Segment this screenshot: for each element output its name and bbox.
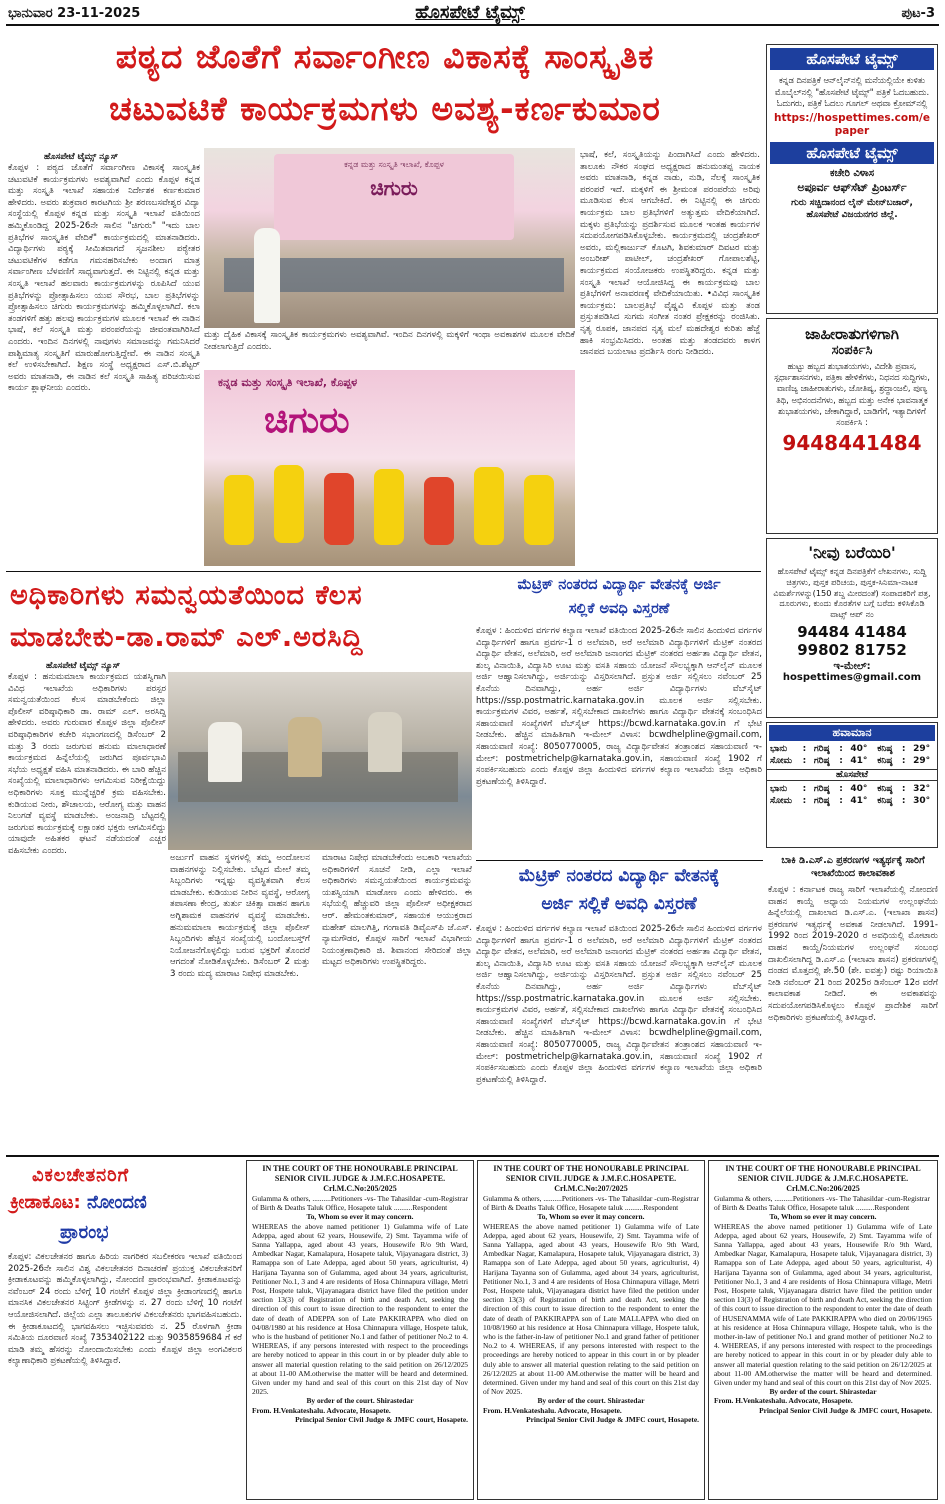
- court-notice-from: From. H.Venkateshalu. Advocate, Hosapete.: [714, 1396, 853, 1406]
- story4-headline-line1: ಮೆಟ್ರಿಕ್ ನಂತರದ ವಿದ್ಯಾರ್ಥಿ ವೇತನಕ್ಕೆ: [518, 866, 720, 886]
- speaker-figure: [254, 228, 280, 323]
- court-notice-parties: Gulamma & others, ..........Petitioners -vs- The Tahasildar -cum-Registrar of Birth & Deaths Taluk Office, Hosapete taluk ..........Respondent: [714, 1194, 930, 1213]
- story5-text: ಕೊಪ್ಪಳ : ಕರ್ನಾಟಕ ರಾಜ್ಯ ಸಾರಿಗೆ ಇಲಾಖೆಯಲ್ಲಿ ನೋಂದಣಿ ವಾಹನ ಕಾಯ್ದೆ ಅಧ್ಯಾಯ ನಿಯಮಗಳ ಉಲ್ಲಂಘನೆಯ ಹಿನ್ನೆಲೆಯಲ್ಲಿ ದಾಖಲಾದ ಡಿ.ಎಸ್.ಎ. (ಇಲಾಖಾ ಶಾಸನ) ಪ್ರಕರಣಗಳ ಇತ್ಯರ್ಥಕ್ಕೆ ಅವಕಾಶ ನೀಡಲಾಗಿದೆ. 1991-1992 ರಿಂದ 2019-2020 ರ ಅವಧಿಯಲ್ಲಿ ಮೋಟಾರು ವಾಹನ ಕಾಯ್ದೆ/ನಿಯಮಗಳ ಉಲ್ಲಂಘನೆ ಸಂಬಂಧ ದಾಖಲಿಸಲಾಗಿದ್ದ ಡಿ.ಎಸ್.ಎ (ಇಲಾಖಾ ಶಾಸನ) ಪ್ರಕರಣಗಳಲ್ಲಿ ದಂಡದ ಮೊತ್ತದಲ್ಲಿ ಶೇ.50 (ಶೇ. ಐವತ್ತು) ರಷ್ಟು ರಿಯಾಯಿತಿ ನೀಡಿ ನವೆಂಬರ್ 21 ರಿಂದ 2025ರ ಡಿಸೆಂಬರ್ 12ರ ವರೆಗೆ ಕಾಲಾವಕಾಶ ನೀಡಿದೆ. ಈ ಅವಕಾಶವನ್ನು ಸದುಪಯೋಗಪಡಿಸಿಕೊಳ್ಳಲು ಕೊಪ್ಪಳ ಪ್ರಾದೇಶಿಕ ಸಾರಿಗೆ ಅಧಿಕಾರಿಗಳು ಪ್ರಕಟಣೆಯಲ್ಲಿ ತಿಳಿಸಿದ್ದಾರೆ.: [768, 885, 938, 1023]
- sidebar-write-phone1: 94484 41484: [797, 622, 907, 641]
- court-notice-body: WHEREAS the above named petitioner 1) Gulamma wife of Late Adeppa, aged about 62 years, Housewife, 2) Smt. Tayamma wife of Sanna Yallappa, aged about 43 years, Housewife R/o 9th Ward, Ambedkar Nagar, Kamalapura, Hosapete taluk, Vijayanagara district, 3) Ramappa son of Late Adeppa, aged about 50 years, agriculturist, 4) Harijana Tayanna son of Gulamma, aged about 34 years, agriculturist, Petitioner No.1, 3 and 4 are residents of Hosa Chinnapura village, Metri Post, Hospete taluk, Vijayanagara district have filed the petition under section 13(3) of Registration of birth and death Act, seeking the direction of this court to issue direction to the respondent to enter the date of death of HUSENAMMA wife of Late PAKKIRAPPA who died on 20/06/1965 at his residence at Hosa Chinnapura village, Hospete taluk, who is the mother-in-law of petitioner No.1 and grand mother of petitioner No.2 to 4. WHEREAS, if any persons interested with respect to the proceedings are hereby noticed to appear in this court in or by pleader duly able to answer all material question relating to the said petition on 26/12/2025 at about 11-00 AM.otherwise the matter will be heard and determined. Given under my hand and seal of this court on this 21st day of Nov 2025.: [714, 1221, 932, 1388]
- sidebar-ads-title: ಜಾಹೀರಾತುಗಳಿಗಾಗಿ: [805, 325, 899, 343]
- story1-col1: ಕೊಪ್ಪಳ : ಪಠ್ಯದ ಜೊತೆಗೆ ಸರ್ವಾಂಗೀಣ ವಿಕಾಸಕ್ಕೆ ಸಾಂಸ್ಕೃತಿಕ ಚಟುವಟಿಕೆ ಕಾರ್ಯಕ್ರಮಗಳು ಅವಶ್ಯವಾಗಿವೆ ಎಂದು ಕೊಪ್ಪಳ ಕನ್ನಡ ಮತ್ತು ಸಂಸ್ಕೃತಿ ಇಲಾಖೆ ಸಹಾಯಕ ನಿರ್ದೇಶಕ ಕರ್ಣಕುಮಾರ ಹೇಳಿದರು. ಅವರು ಶುಕ್ರವಾರ ಕಾರಟಗಿಯ ಶ್ರೀ ಶರಣಬಸವೇಶ್ವರ ವಿದ್ಯಾ ಸಂಸ್ಥೆಯಲ್ಲಿ ಕೊಪ್ಪಳ ಕನ್ನಡ ಮತ್ತು ಸಂಸ್ಕೃತಿ ಇಲಾಖೆ ವತಿಯಿಂದ ಹಮ್ಮಿಕೊಂಡಿದ್ದ 2025-26ನೇ ಸಾಲಿನ "ಚಿಗುರು" "ಇದು ಬಾಲ ಪ್ರತಿಭೆಗಳ ಸಾಂಸ್ಕೃತಿಕ ವೇದಿಕೆ" ಕಾರ್ಯಕ್ರಮದಲ್ಲಿ ಮಾತನಾಡಿದರು. ವಿದ್ಯಾರ್ಥಿಗಳು ಪಠ್ಯಕ್ಕೆ ಸೀಮಿತವಾಗದೆ ಸೃಜನಶೀಲ ಪಠ್ಯೇತರ ಚಟುವಟಿಕೆಗಳ ಕಡೆಗೂ ಗಮನಹರಿಸಬೇಕು ಅಂದಾಗ ಮಾತ್ರ ಸರ್ವಾಂಗೀಣ ಬೆಳವಣಿಗೆ ಸಾಧ್ಯವಾಗುತ್ತದೆ. ಈ ನಿಟ್ಟಿನಲ್ಲಿ ಕನ್ನಡ ಮತ್ತು ಸಂಸ್ಕೃತಿ ಇಲಾಖೆ ಹಲವಾರು ಕಾರ್ಯಕ್ರಮಗಳನ್ನು ರೂಪಿಸಿದೆ ಯುವ ಪ್ರತಿಭೆಗಳನ್ನು ಪ್ರೋತ್ಸಾಹಿಸಲು ಯುವ ಸೌರಭ, ಬಾಲ ಪ್ರತಿಭೆಗಳನ್ನು ಪ್ರೋತ್ಸಾಹಿಸಲು ಚಿಗುರು ಕಾರ್ಯಕ್ರಮಗಳನ್ನು ಹಮ್ಮಿಕೊಳ್ಳಲಾಗಿದೆ. ಕಲಾ ತಂಡಗಳಿಗೆ ಹತ್ತು ಹಲವು ಕಾರ್ಯಕ್ರಮಗಳ ಮೂಲಕ ಇಲಾಖೆ ಈ ನಾಡಿನ ಭಾಷೆ, ಕಲೆ ಸಂಸ್ಕೃತಿ ಮತ್ತು ಪರಂಪರೆಯನ್ನು ಜೀವಂತವಾಗಿರಿಸಿದೆ ಎಂದರು. ಇಂದಿನ ದಿನಗಳಲ್ಲಿ ನಾವುಗಳು ಸಮಾಜವನ್ನು ಗಮನಿಸಿದರೆ ಪಾಶ್ಚಿಮಾತ್ಯ ಸಂಸ್ಕೃತಿಗೆ ಮಾರುಹೋಗುತ್ತಿದ್ದೇವೆ. ಈ ನಾಡಿನ ಸಂಸ್ಕೃತಿ ಕಲೆ ಉಳಿಸಬೇಕಾಗಿದೆ. ಶಿಕ್ಷಣ ಸಂಸ್ಥೆ ಅಧ್ಯಕ್ಷರಾದ ಎಸ್.ಬಿ.ಶೆಟ್ಟರ್ ಅವರು ಮಾತನಾಡಿ, ಈ ನಾಡಿನ ಕಲೆ ಸಂಸ್ಕೃತಿ ಸಾಹಿತ್ಯ ಪರಿಚಯಿಸುವ ಕಾರ್ಯ ಶ್ಲಾಘನೀಯ ಎಂದರು.: [8, 163, 200, 394]
- story1-byline: ಹೊಸಪೇಟೆ ಟೈಮ್ಸ್ ನ್ಯೂಸ್: [44, 152, 119, 162]
- story1-headline-line1: ಪಠ್ಯದ ಜೊತೆಗೆ ಸರ್ವಾಂಗೀಣ ವಿಕಾಸಕ್ಕೆ ಸಾಂಸ್ಕೃತಿಕ: [115, 37, 655, 76]
- weather-table-2: [767, 783, 937, 807]
- stage-banner-top: ಕನ್ನಡ ಮತ್ತು ಸಂಸ್ಕೃತಿ ಇಲಾಖೆ, ಕೊಪ್ಪಳ: [344, 160, 444, 169]
- court-notice-to: To, Whom so ever it may concern.: [306, 1212, 414, 1222]
- sidebar-ads-sub: ಸಂಪರ್ಕಿಸಿ: [831, 343, 873, 358]
- court-notice: [708, 1160, 938, 1500]
- sidebar-write-phone2: 99802 81752: [797, 640, 907, 659]
- court-notice-case: Crl.M.C.No:206/2025: [786, 1184, 860, 1193]
- story4-text: ಕೊಪ್ಪಳ : ಹಿಂದುಳಿದ ವರ್ಗಗಳ ಕಲ್ಯಾಣ ಇಲಾಖೆ ವತಿಯಿಂದ 2025-26ನೇ ಸಾಲಿನ ಹಿಂದುಳಿದ ವರ್ಗಗಳ ವಿದ್ಯಾರ್ಥಿಗಳಿಗೆ ಹಾಗೂ ಪ್ರವರ್ಗ-1 ರ ಅಲೆಮಾರಿ, ಅರೆ ಅಲೆಮಾರಿ ವಿದ್ಯಾರ್ಥಿಗಳಿಗೆ ಮೆಟ್ರಿಕ್ ನಂತರದ ವಿದ್ಯಾರ್ಥಿ ವೇತನ, ಅಲೆಮಾರಿ, ಅರೆ ಅಲೆಮಾರಿ ಜನಾಂಗದ ಮೆಟ್ರಿಕ್ ನಂತರದ ಅರ್ಹತಾ ವಿದ್ಯಾರ್ಥಿ ವೇತನ, ಶುಲ್ಕ ವಿನಾಯಿತಿ, ವಿದ್ಯಾಸಿರಿ ಊಟ ಮತ್ತು ವಸತಿ ಸಹಾಯ ಯೋಜನೆ ಸೌಲಭ್ಯಕ್ಕಾಗಿ ಆನ್‌ಲೈನ್ ಮೂಲಕ ಅರ್ಜಿ ಆಹ್ವಾನಿಸಲಾಗಿದ್ದು, ಅರ್ಜಿಯನ್ನು ವಿಸ್ತರಿಸಲಾಗಿದೆ. ಪ್ರಸ್ತುತ ಅರ್ಜಿ ಸಲ್ಲಿಸಲು ನವೆಂಬರ್ 25 ಕೊನೆಯ ದಿನವಾಗಿದ್ದು, ಅರ್ಹ ಅರ್ಜಿ ವಿದ್ಯಾರ್ಥಿಗಳು ವೆಬ್‌ಸೈಟ್ https://ssp.postmatric.karnataka.gov.in ಮೂಲಕ ಅರ್ಜಿ ಸಲ್ಲಿಸಬೇಕು. ಕಾರ್ಯಕ್ರಮಗಳ ವಿವರ, ಅರ್ಹತೆ, ಸಲ್ಲಿಸಬೇಕಾದ ದಾಖಲೆಗಳು ಹಾಗೂ ವಿದ್ಯಾರ್ಥಿ ವೇತನಕ್ಕೆ ಸಂಬಂಧಿಸಿದ ಸಹಾಯವಾಣಿ ಸಂಖ್ಯೆಗಳಿಗೆ ವೆಬ್‌ಸೈಟ್ https://bcwd.karnataka.gov.in ಗೆ ಭೇಟಿ ನೀಡಬೇಕು. ಹೆಚ್ಚಿನ ಮಾಹಿತಿಗಾಗಿ ಇ-ಮೇಲ್ ವಿಳಾಸ: bcwdhelpline@gmail.com, ಸಹಾಯವಾಣಿ ಸಂಖ್ಯೆ: 8050770005, ರಾಜ್ಯ ವಿದ್ಯಾರ್ಥಿವೇತನ ತಂತ್ರಾಂಶದ ಸಹಾಯವಾಣಿ ಇ-ಮೇಲ್: postmetrichelp@karnataka.gov.in, ಸಹಾಯವಾಣಿ ಸಂಖ್ಯೆ 1902 ಗೆ ಸಂಪರ್ಕಿಸಬಹುದು ಎಂದು ಕೊಪ್ಪಳ ಜಿಲ್ಲಾ ಹಿಂದುಳಿದ ವರ್ಗಗಳ ಕಲ್ಯಾಣ ಇಲಾಖೆಯ ಜಿಲ್ಲಾ ಅಧಿಕಾರಿ ಪ್ರಕಟಣೆಯಲ್ಲಿ ತಿಳಿಸಿದ್ದಾರೆ.: [476, 924, 762, 1085]
- stage-banner: [274, 154, 514, 240]
- story2-col3: ಮಾರಾಟ ನಿಷೇಧ ಮಾಡಬೇಕೆಂದು ಅಬಕಾರಿ ಇಲಾಖೆಯ ಅಧಿಕಾರಿಗಳಿಗೆ ಸೂಚನೆ ನೀಡಿ, ಎಲ್ಲಾ ಇಲಾಖೆ ಅಧಿಕಾರಿಗಳು ಸಮನ್ವಯತೆಯಿಂದ ಕಾರ್ಯಕ್ರಮವನ್ನು ಯಶಸ್ವಿಯಾಗಿ ಮಾಡೋಣ ಎಂದು ಹೇಳಿದರು. ಈ ಸಭೆಯಲ್ಲಿ ಹೆಚ್ಚುವರಿ ಜಿಲ್ಲಾ ಪೊಲೀಸ್ ಅಧೀಕ್ಷಕರಾದ ಆರ್. ಹೇಮಂತಕುಮಾರ್, ಸಹಾಯಕ ಆಯುಕ್ತರಾದ ಮಹೇಶ್ ಮಾಲಗಿತ್ತಿ, ಗಂಗಾವತಿ ಡಿವೈಎಸ್‌ಪಿ ಜೆ.ಎಸ್. ನ್ಯಾಮಗೌಡರ, ಕೊಪ್ಪಳ ಸಾರಿಗೆ ಇಲಾಖೆ ವಿಭಾಗೀಯ ನಿಯಂತ್ರಣಾಧಿಕಾರಿ ಜಿ. ಶಿವಾನಂದ ಸೇರಿದಂತೆ ಜಿಲ್ಲಾ ಮಟ್ಟದ ಅಧಿಕಾರಿಗಳು ಉಪಸ್ಥಿತರಿದ್ದರು.: [322, 853, 472, 968]
- story1-photo1-caption: ಮತ್ತು ದೈಹಿಕ ವಿಕಾಸಕ್ಕೆ ಸಾಂಸ್ಕೃತಿಕ ಕಾರ್ಯಕ್ರಮಗಳು ಅವಶ್ಯವಾಗಿವೆ. ಇಂದಿನ ದಿನಗಳಲ್ಲಿ ಮಕ್ಕಳಿಗೆ ಇಂಥಾ ಅವಕಾಶಗಳ ಮೂಲಕ ವೇದಿಕೆ ನೀಡಲಾಗುತ್ತಿದೆ ಎಂದರು.: [204, 330, 575, 352]
- sidebar-office-label: ಕಚೇರಿ ವಿಳಾಸ: [829, 167, 875, 179]
- court-notice: [246, 1160, 474, 1500]
- sidebar-email-label: ಇ-ಮೇಲ್:: [833, 660, 871, 672]
- court-notice-judge: Principal Senior Civil Judge & JMFC court, Hosapete.: [526, 1414, 699, 1424]
- sidebar-office-name: ಅಪೂರ್ವ ಆಫ್‌ಸೆಟ್ ಪ್ರಿಂಟರ್ಸ್: [797, 180, 907, 194]
- court-notice-parties: Gulamma & others, ..........Petitioners -vs- The Tahasildar -cum-Registrar of Birth & Deaths Taluk Office, Hosapete taluk ..........Respondent: [483, 1194, 699, 1213]
- page-number: ಪುಟ-3: [901, 6, 935, 21]
- court-notice-from: From. H.Venkateshalu. Advocate, Hosapete.: [483, 1405, 622, 1415]
- story3-headline-line1: ಮೆಟ್ರಿಕ್ ನಂತರದ ವಿದ್ಯಾರ್ಥಿ ವೇತನಕ್ಕೆ ಅರ್ಜಿ: [517, 577, 721, 593]
- issue-date: ಭಾನುವಾರ 23-11-2025: [8, 6, 141, 21]
- court-notice-order: By order of the court. Shirastedar: [769, 1387, 877, 1397]
- sidebar-epaper-link[interactable]: https://hospettimes.com/epaper: [774, 111, 930, 137]
- story6-headline-line1: ವಿಕಲಚೇತನರಿಗೆ: [32, 1165, 130, 1186]
- court-notice-parties: Gulamma & others, ..........Petitioners -vs- The Tahasildar -cum-Registrar of Birth & Deaths Taluk Office, Hosapete taluk ..........Respondent: [252, 1194, 468, 1213]
- sidebar-email[interactable]: hospettimes@gmail.com: [782, 671, 922, 683]
- sidebar-write-title: 'ನೀವು ಬರೆಯಿರಿ': [808, 543, 896, 562]
- court-notice-body: WHEREAS the above named petitioner 1) Gulamma wife of Late Adeppa, aged about 62 years, Housewife, 2) Smt. Tayamma wife of Sanna Yallappa, aged about 43 years, Housewife R/o 9th Ward, Ambedkar Nagar, Kamalapura, Hosapete taluk, Vijayanagara district, 3) Ramappa son of Late Adeppa, aged about 50 years, agriculturist, 4) Harijana Tayanna son of Gulamma, aged about 34 years, agriculturist, Petitioner No.1, 3 and 4 are residents of Hosa Chinnapura village, Metri Post, Hospete taluk, Vijayanagara district have filed the petition under section 13(3) of Registration of birth and death Act, seeking the direction of this court to issue direction to the respondent to enter the date of death of PAKKIRAPPA son of Late MALLAPPA who died on 10/08/1960 at his residence at Hosa Chinnapura village, Hospete taluk, who is the father-in-law of petitioner No.1 and grand father of petitioner No.2 to 4. WHEREAS, if any persons interested with respect to the proceedings are hereby noticed to appear in this court in or by pleader duly able to answer all material question relating to the said petition on 26/12/2025 at about 11-00 AM.otherwise the matter will be heard and determined. Given under my hand and seal of this court on this 21st day of Nov 2025.: [483, 1221, 699, 1397]
- story6-text: ಕೊಪ್ಪಳ: ವಿಕಲಚೇತನರ ಹಾಗೂ ಹಿರಿಯ ನಾಗರಿಕರ ಸಬಲೀಕರಣ ಇಲಾಖೆ ವತಿಯಿಂದ 2025-26ನೇ ಸಾಲಿನ ವಿಶ್ವ ವಿಕಲಚೇತನರ ದಿನಾಚರಣೆ ಪ್ರಯುಕ್ತ ವಿಕಲಚೇತನರಿಗೆ ಕ್ರೀಡಾಕೂಟವನ್ನು ಹಮ್ಮಿಕೊಳ್ಳಲಾಗಿದ್ದು, ನೋಂದಣಿ ಪ್ರಾರಂಭವಾಗಿದೆ. ಕ್ರೀಡಾಕೂಟವನ್ನು ನವೆಂಬರ್ 24 ರಂದು ಬೆಳಿಗ್ಗೆ 10 ಗಂಟೆಗೆ ಕೊಪ್ಪಳ ಜಿಲ್ಲಾ ಕ್ರೀಡಾಂಗಣದಲ್ಲಿ ಹಾಗೂ ಮಾನಸಿಕ ವಿಕಲಚೇತನರ ಸಿಟ್ಟಿಂಗ್ ಕ್ರೀಡೆಗಳನ್ನು ನ. 27 ರಂದು ಬೆಳಿಗ್ಗೆ 10 ಗಂಟೆಗೆ ಆಯೋಜಿಸಲಾಗಿದೆ. ಜಿಲ್ಲೆಯ ಎಲ್ಲಾ ತಾಲೂಕುಗಳ ವಿಕಲಚೇತನರು ಭಾಗವಹಿಸಬಹುದು. ಈ ಕ್ರೀಡಾಕೂಟದಲ್ಲಿ ಭಾಗವಹಿಸಲು ಇಚ್ಛಿಸುವವರು ನ. 25 ರೊಳಗಾಗಿ ಕ್ರೀಡಾ ಸಮಿತಿಯ ದೂರವಾಣಿ ಸಂಖ್ಯೆ 7353402122 ಮತ್ತು 9035859684 ಗೆ ಕರೆ ಮಾಡಿ ತಮ್ಮ ಹೆಸರನ್ನು ನೋಂದಾಯಿಸಬೇಕು ಎಂದು ಕೊಪ್ಪಳ ಜಿಲ್ಲಾ ಅಂಗವಿಕಲರ ಕಲ್ಯಾಣಾಧಿಕಾರಿ ಪ್ರಕಟಣೆಯಲ್ಲಿ ತಿಳಿಸಿದ್ದಾರೆ.: [8, 1252, 242, 1367]
- court-notice-judge: Principal Senior Civil Judge & JMFC court, Hosapete.: [759, 1405, 932, 1415]
- court-notice-case: Crl.M.C.No:207/2025: [554, 1184, 628, 1193]
- story4-headline-line2: ಅರ್ಜಿ ಸಲ್ಲಿಕೆ ಅವಧಿ ವಿಸ್ತರಣೆ: [541, 894, 697, 914]
- story2-col2: ಅರ್ಜುಗೆ ವಾಹನ ಸ್ಥಳಗಳಲ್ಲಿ ತಮ್ಮ ಅಂದೋಲನ ವಾಹನಗಳನ್ನು ನಿಲ್ಲಿಸಬೇಕು. ಬೆಟ್ಟದ ಮೇಲೆ ತಮ್ಮ ಸಿಬ್ಬಂದಿಗಳು ಇನ್ನಷ್ಟು ವ್ಯವಸ್ಥಿತವಾಗಿ ಕೆಲಸ ಮಾಡಬೇಕು. ಕುಡಿಯುವ ನೀರಿನ ವ್ಯವಸ್ಥೆ, ಆರೋಗ್ಯ ತಪಾಸಣಾ ಕೇಂದ್ರ, ತುರ್ತು ಚಿಕಿತ್ಸಾ ವಾಹನ ಹಾಗೂ ಅಗ್ನಿಶಾಮಕ ವಾಹನಗಳ ವ್ಯವಸ್ಥೆ ಮಾಡಬೇಕು. ಹನುಮಮಾಲಾ ಕಾರ್ಯಕ್ರಮಕ್ಕೆ ಜಿಲ್ಲಾ ಪೊಲೀಸ್ ಸಿಬ್ಬಂದಿಗಳು ಹೆಚ್ಚಿನ ಸಂಖ್ಯೆಯಲ್ಲಿ ಬಂದೋಬಸ್ತ್‌ಗೆ ನಿಯೋಜನೆಗೊಳ್ಳಲಿದ್ದು ಬರುವ ಭಕ್ತರಿಗೆ ತೊಂದರೆ ಆಗದಂತೆ ನೋಡಿಕೊಳ್ಳಬೇಕು. ಡಿಸೆಂಬರ್ 2 ಮತ್ತು 3 ರಂದು ಮದ್ಯ ಮಾರಾಟ ನಿಷೇಧ ಮಾಡಬೇಕು.: [170, 853, 310, 979]
- court-notice-case: Crl.M.C.No:205/2025: [323, 1184, 397, 1193]
- weather-city2: ಹೊಸಪೇಟೆ: [767, 769, 937, 781]
- story3-headline-line2: ಸಲ್ಲಿಕೆ ಅವಧಿ ವಿಸ್ತರಣೆ: [568, 601, 670, 617]
- court-notice-to: To, Whom so ever it may concern.: [769, 1212, 877, 1222]
- court-notice-from: From. H.Venkateshalu. Advocate, Hosapete.: [252, 1405, 391, 1415]
- sidebar-ads-phone: 9448441484: [782, 431, 922, 456]
- divider: [6, 1155, 939, 1157]
- court-notice-title: IN THE COURT OF THE HONOURABLE PRINCIPAL SENIOR CIVIL JUDGE & J.M.F.C.HOSAPETE.: [262, 1164, 458, 1183]
- header-rule: [6, 24, 939, 26]
- sidebar-write-box: [766, 538, 938, 718]
- divider: [6, 571, 761, 572]
- weather-table-1: [767, 743, 937, 767]
- divider: [476, 860, 763, 861]
- sidebar-brand2: ಹೊಸಪೇಟೆ ಟೈಮ್ಸ್: [770, 142, 934, 164]
- sidebar-brand1: ಹೊಸಪೇಟೆ ಟೈಮ್ಸ್: [770, 48, 934, 70]
- story1-col3: ಭಾಷೆ, ಕಲೆ, ಸಂಸ್ಕೃತಿಯನ್ನು ಪಿಂದಾಗಿಸಿದೆ ಎಂದು ಹೇಳಿದರು. ತಾಲೂಕು ನೌಕರ ಸಂಘದ ಅಧ್ಯಕ್ಷರಾದ ಹನುಮಂತಪ್ಪ ನಾಯಕ ಅವರು ಮಾತನಾಡಿ, ಕನ್ನಡ ನಾಡು, ನುಡಿ, ನೆಲಕ್ಕೆ ಸಾಂಸ್ಕೃತಿಕ ಪರಂಪರೆ ಇದೆ. ಮಕ್ಕಳಿಗೆ ಈ ಶ್ರೀಮಂತ ಪರಂಪರೆಯ ಅರಿವು ಮೂಡಿಸುವ ಕೆಲಸ ಆಗಬೇಕಿದೆ. ಈ ನಿಟ್ಟಿನಲ್ಲಿ ಈ ಚಿಗುರು ಕಾರ್ಯಕ್ರಮ ಬಾಲ ಪ್ರತಿಭೆಗಳಿಗೆ ಅತ್ಯುತ್ತಮ ವೇದಿಕೆಯಾಗಿದೆ. ಮಕ್ಕಳು ಪ್ರತಿಭೆಯನ್ನು ಪ್ರದರ್ಶಿಸುವ ಮೂಲಕ ಇಂತಹ ಕಾರ್ಯಗಳ ಸದುಪಯೋಗಪಡಿಸಿಕೊಳ್ಳಬೇಕು. ಕಾರ್ಯಕ್ರಮದಲ್ಲಿ ಚಂದ್ರಶೇಖರ್ ಅವರು, ಮಲ್ಲಿಕಾರ್ಜುನ್ ಕೊಟಗಿ, ಶಿವಕುಮಾರ್ ದಿವಟರ ಮತ್ತು ಅಂಬರೀಶ್ ಪಾಟೀಲ್, ಚಂದ್ರಶೇಖರ್ ಗೋಪಾಲಶೆಟ್ಟಿ, ಕಾರ್ಯಕ್ರಮದ ಸಂಯೋಜಕರು ಉಪಸ್ಥಿತರಿದ್ದರು. ಕನ್ನಡ ಮತ್ತು ಸಂಸ್ಕೃತಿ ಇಲಾಖೆ ಆಯೋಜಿಸಿದ್ದ ಈ ಕಾರ್ಯಕ್ರಮವು ಬಾಲ ಪ್ರತಿಭೆಗಳಿಗೆ ಅನಾವರಣಕ್ಕೆ ವೇದಿಕೆಯಾಯಿತು. •ವಿವಿಧ ಸಾಂಸ್ಕೃತಿಕ ಕಾರ್ಯಕ್ರಮ: ಬಾಲಪ್ರತಿಭೆ ವೈಷ್ಣವಿ ಕೊಪ್ಪಳ ಮತ್ತು ತಂಡ ಪ್ರಸ್ತುತಪಡಿಸಿದ ಸುಗಮ ಸಂಗೀತ ನಂತರ ಪ್ರೇಕ್ಷಕರನ್ನು ರಂಜಿಸಿತು. ನೃತ್ಯ ರೂಪಕ, ಜಾನಪದ ನೃತ್ಯ ಮಲೆ ಮಹದೇಶ್ವರ ಕುರಿತು ಹೆಜ್ಜೆ ಹಾಕಿ ಸಂಭ್ರಮಿಸಿದರು. ಅಂತಹ ಮತ್ತು ತಂಡದವರು ಕಾಳಗ ಜಾನಪದ ಬಯಲಾಟ ಪ್ರದರ್ಶಿಸಿ ರಂಗು ನೀಡಿದರು.: [580, 150, 760, 358]
- story3-text: ಕೊಪ್ಪಳ : ಹಿಂದುಳಿದ ವರ್ಗಗಳ ಕಲ್ಯಾಣ ಇಲಾಖೆ ವತಿಯಿಂದ 2025-26ನೇ ಸಾಲಿನ ಹಿಂದುಳಿದ ವರ್ಗಗಳ ವಿದ್ಯಾರ್ಥಿಗಳಿಗೆ ಹಾಗೂ ಪ್ರವರ್ಗ-1 ರ ಅಲೆಮಾರಿ, ಅರೆ ಅಲೆಮಾರಿ ವಿದ್ಯಾರ್ಥಿಗಳಿಗೆ ಮೆಟ್ರಿಕ್ ನಂತರದ ವಿದ್ಯಾರ್ಥಿ ವೇತನ, ಅಲೆಮಾರಿ, ಅರೆ ಅಲೆಮಾರಿ ಜನಾಂಗದ ಮೆಟ್ರಿಕ್ ನಂತರದ ಅರ್ಹತಾ ವಿದ್ಯಾರ್ಥಿ ವೇತನ, ಶುಲ್ಕ ವಿನಾಯಿತಿ, ವಿದ್ಯಾಸಿರಿ ಊಟ ಮತ್ತು ವಸತಿ ಸಹಾಯ ಯೋಜನೆ ಸೌಲಭ್ಯಕ್ಕಾಗಿ ಆನ್‌ಲೈನ್ ಮೂಲಕ ಅರ್ಜಿ ಆಹ್ವಾನಿಸಲಾಗಿದ್ದು, ಅರ್ಜಿಯನ್ನು ವಿಸ್ತರಿಸಲಾಗಿದೆ. ಪ್ರಸ್ತುತ ಅರ್ಜಿ ಸಲ್ಲಿಸಲು ನವೆಂಬರ್ 25 ಕೊನೆಯ ದಿನವಾಗಿದ್ದು, ಅರ್ಹ ಅರ್ಜಿ ವಿದ್ಯಾರ್ಥಿಗಳು ವೆಬ್‌ಸೈಟ್ https://ssp.postmatric.karnataka.gov.in ಮೂಲಕ ಅರ್ಜಿ ಸಲ್ಲಿಸಬೇಕು. ಕಾರ್ಯಕ್ರಮಗಳ ವಿವರ, ಅರ್ಹತೆ, ಸಲ್ಲಿಸಬೇಕಾದ ದಾಖಲೆಗಳು ಹಾಗೂ ವಿದ್ಯಾರ್ಥಿ ವೇತನಕ್ಕೆ ಸಂಬಂಧಿಸಿದ ಸಹಾಯವಾಣಿ ಸಂಖ್ಯೆಗಳಿಗೆ ವೆಬ್‌ಸೈಟ್ https://bcwd.karnataka.gov.in ಗೆ ಭೇಟಿ ನೀಡಬೇಕು. ಹೆಚ್ಚಿನ ಮಾಹಿತಿಗಾಗಿ ಇ-ಮೇಲ್ ವಿಳಾಸ: bcwdhelpline@gmail.com, ಸಹಾಯವಾಣಿ ಸಂಖ್ಯೆ: 8050770005, ರಾಜ್ಯ ವಿದ್ಯಾರ್ಥಿವೇತನ ತಂತ್ರಾಂಶದ ಸಹಾಯವಾಣಿ ಇ-ಮೇಲ್: postmetrichelp@karnataka.gov.in, ಸಹಾಯವಾಣಿ ಸಂಖ್ಯೆ 1902 ಗೆ ಸಂಪರ್ಕಿಸಬಹುದು ಎಂದು ಕೊಪ್ಪಳ ಜಿಲ್ಲಾ ಹಿಂದುಳಿದ ವರ್ಗಗಳ ಕಲ್ಯಾಣ ಇಲಾಖೆಯ ಜಿಲ್ಲಾ ಅಧಿಕಾರಿ ಪ್ರಕಟಣೆಯಲ್ಲಿ ತಿಳಿಸಿದ್ದಾರೆ.: [476, 626, 762, 787]
- weather-title: ಹವಾಮಾನ: [769, 725, 935, 741]
- weather-row: ಸೋಮ : ಗರಿಷ್ಠ : 41° ಕನಿಷ್ಠ : 30°: [770, 796, 931, 806]
- story2-byline: ಹೊಸಪೇಟೆ ಟೈಮ್ಸ್ ನ್ಯೂಸ್: [46, 661, 121, 671]
- story6-headline-red: ಕ್ರೀಡಾಕೂಟ:: [10, 1192, 81, 1213]
- story1-photo-dance: [204, 370, 575, 566]
- sidebar-ads-text: ಹುಟ್ಟು ಹಬ್ಬದ ಶುಭಾಶಯಗಳು, ವಿದೇಶಿ ಪ್ರವಾಸ, ಸ್ಪರ್ಧಾಶಾಸನಗಳು, ಪತ್ರಿಕಾ ಹೇಳಿಕೆಗಳು, ನಿಧನದ ಸುದ್ದಿಗಳು, ವಾಣಿಜ್ಯ ಜಾಹೀರಾತುಗಳು, ಜೋತಿಷ್ಯ, ಶ್ರದ್ಧಾಂಜಲಿ, ಪುಣ್ಯ ತಿಥಿ, ಅಭಿನಂದನೆಗಳು, ಹಬ್ಬದ ಮತ್ತು ಅನೇಕ ಭಾವನಾತ್ಮಕ ಶುಭಾಶಯಗಳು, ಜೇಕಾಗಿದ್ದಾರೆ, ಬಾಡಿಗೆಗೆ, ಇತ್ಯಾದಿಗಳಿಗೆ ಸಂಪರ್ಕಿಸಿ :: [774, 361, 930, 428]
- sidebar-brand1-text: ಕನ್ನಡ ದಿನಪತ್ರಿಕೆ ಆನ್‌ಲೈನ್‌ನಲ್ಲಿ ಮನೆಯಲ್ಲಿಯೇ ಕುಳಿತು ಮೊಬೈಲ್‌ನಲ್ಲಿ "ಹೊಸಪೇಟೆ ಟೈಮ್ಸ್" ಪತ್ರಿಕೆ ಓದಬಹುದು. ಓದುಗರು, ಪತ್ರಿಕೆ ಓದಲು ಗೂಗಲ್ ಅಥವಾ ಕ್ರೋಮ್‌ನಲ್ಲಿ: [774, 75, 930, 108]
- story2-headline-line1: ಅಧಿಕಾರಿಗಳು ಸಮನ್ವಯತೆಯಿಂದ ಕೆಲಸ: [10, 580, 363, 611]
- weather-row: ಸೋಮ : ಗರಿಷ್ಠ : 41° ಕನಿಷ್ಠ : 29°: [770, 756, 931, 766]
- court-notice-order: By order of the court. Shirastedar: [306, 1396, 414, 1406]
- dancers: [224, 465, 554, 545]
- court-notice-title: IN THE COURT OF THE HONOURABLE PRINCIPAL SENIOR CIVIL JUDGE & J.M.F.C.HOSAPETE.: [725, 1164, 921, 1183]
- story2-photo-meeting: [168, 672, 472, 850]
- weather-row: ಭಾನು : ಗರಿಷ್ಠ : 40° ಕನಿಷ್ಠ : 29°: [770, 744, 931, 754]
- dance-banner-title: ಚಿಗುರು: [264, 400, 350, 441]
- sidebar-write-text: ಹೊಸಪೇಟೆ ಟೈಮ್ಸ್ ಕನ್ನಡ ದಿನಪತ್ರಿಕೆಗೆ ಲೇಖನಗಳು, ಸುದ್ದಿ ಚಿತ್ರಗಳು, ಪುಸ್ತಕ ಪರಿಚಯ, ಪುಸ್ತಕ-ಸಿನಿಮಾ-ನಾಟಕ ವಿಮರ್ಶೆಗಳನ್ನು(150 ಶಬ್ದ ಮೀರದಂತೆ) ಸಂಪಾದಕರಿಗೆ ಪತ್ರ, ದೂರುಗಳು, ಕುಂದು ಕೊರತೆಗಳ ಬಗ್ಗೆ ಬರೆದು ಕಳಿಸಿಕೊಡಿ ವಾಟ್ಸ್ ಆಪ್ ನಂ: [773, 566, 931, 620]
- sidebar-epaper-box: [766, 44, 938, 314]
- story2-col1: ಕೊಪ್ಪಳ : ಹನುಮಮಾಲಾ ಕಾರ್ಯಕ್ರಮದ ಯಶಸ್ವಿಗಾಗಿ ವಿವಿಧ ಇಲಾಖೆಯ ಅಧಿಕಾರಿಗಳು ಪರಸ್ಪರ ಸಮನ್ವಯತೆಯಿಂದ ಕೆಲಸ ಮಾಡಬೇಕೆಂದು ಜಿಲ್ಲಾ ಪೊಲೀಸ್ ವರಿಷ್ಠಾಧಿಕಾರಿ ಡಾ. ರಾಮ್ ಎಲ್. ಅರಸಿದ್ದಿ ಹೇಳಿದರು. ಅವರು ಗುರುವಾರ ಕೊಪ್ಪಳ ಜಿಲ್ಲಾ ಪೊಲೀಸ್ ವರಿಷ್ಠಾಧಿಕಾರಿಗಳ ಕಚೇರಿ ಸಭಾಂಗಣದಲ್ಲಿ ಡಿಸೆಂಬರ್ 2 ಮತ್ತು 3 ರಂದು ಜರುಗುವ ಹನುಮ ಮಾಲಾಧಾರಣೆ ಕಾರ್ಯಕ್ರಮದ ಹಿನ್ನೆಲೆಯಲ್ಲಿ ಜರುಗಿದ ಪೂರ್ವಭಾವಿ ಸಭೆಯ ಅಧ್ಯಕ್ಷತೆ ವಹಿಸಿ ಮಾತನಾಡಿದರು. ಈ ಬಾರಿ ಹೆಚ್ಚಿನ ಸಂಖ್ಯೆಯಲ್ಲಿ ಮಾಲಾಧಾರಿಗಳು ಆಗಮಿಸುವ ನಿರೀಕ್ಷೆಯಿದ್ದು ಅಧಿಕಾರಿಗಳು ಸೂಕ್ತ ಮುನ್ನೆಚ್ಚರಿಕೆ ಕ್ರಮ ವಹಿಸಬೇಕು. ಕುಡಿಯುವ ನೀರು, ಶೌಚಾಲಯ, ಆರೋಗ್ಯ ಮತ್ತು ವಾಹನ ನಿಲುಗಡೆ ವ್ಯವಸ್ಥೆ ಮಾಡಬೇಕು. ಅಂಜನಾದ್ರಿ ಬೆಟ್ಟದಲ್ಲಿ ಜರುಗುವ ಕಾರ್ಯಕ್ರಮಕ್ಕೆ ಲಕ್ಷಾಂತರ ಭಕ್ತರು ಆಗಮಿಸಲಿದ್ದು ಯಾವುದೇ ಅಹಿತಕರ ಘಟನೆ ನಡೆಯದಂತೆ ಎಚ್ಚರ ವಹಿಸಬೇಕು ಎಂದರು.: [8, 672, 166, 856]
- stage-banner-title: ಚಿಗುರು: [370, 176, 418, 200]
- story2-headline-line2: ಮಾಡಬೇಕು-ಡಾ.ರಾಮ್ ಎಲ್.ಅರಸಿದ್ದಿ: [10, 622, 364, 653]
- story1-photo-stage: [204, 148, 575, 328]
- court-notice-judge: Principal Senior Civil Judge & JMFC court, Hosapete.: [295, 1414, 468, 1424]
- court-notice-title: IN THE COURT OF THE HONOURABLE PRINCIPAL SENIOR CIVIL JUDGE & J.M.F.C.HOSAPETE.: [493, 1164, 689, 1183]
- court-notice-body: WHEREAS the above named petitioner 1) Gulamma wife of Late Adeppa, aged about 62 years, Housewife, 2) Smt. Tayamma wife of Sanna Yallappa, aged about 43 years, Housewife R/o 9th Ward, Ambedkar Nagar, Kamalapura, Hosapete taluk, Vijayanagara district, 3) Ramappa son of Late Adeppa, aged about 50 years, agriculturist, 4) Harijana Tayanna son of Gulamma, aged about 34 years, agriculturist, Petitioner No.1, 3 and 4 are residents of Hosa Chinnapura village, Metri Post, Hospete taluk, Vijayanagara district have filed the petition under section 13(3) of Registration of birth and death Act, seeking the direction of this court to issue direction to the respondent to enter the date of death of ADEPPA son of Late PAKKIRAPPA who died on 04/08/1980 at his residence at Hosa Chinnapura village, Hospete taluk, who is the husband of petitioner No.1 and father of petitioner No.2 to 4. WHEREAS, if any persons interested with respect to the proceedings are hereby noticed to appear in this court in or by pleader duly able to answer all material question relating to the said petition on 26/12/2025 at about 11-00 AM.otherwise the matter will be heard and determined. Given under my hand and seal of this court on this 21st day of Nov 2025.: [252, 1221, 468, 1397]
- story6-headline-blue: ನೋಂದಣಿ: [87, 1192, 147, 1213]
- story5-headline: ಬಾಕಿ ಡಿ.ಎಸ್.ಎ ಪ್ರಕರಣಗಳ ಇತ್ಯರ್ಥಕ್ಕೆ ಸಾರಿಗೆ ಇಲಾಖೆಯಿಂದ ಕಾಲಾವಕಾಶ: [781, 855, 925, 879]
- weather-row: ಭಾನು : ಗರಿಷ್ಠ : 40° ಕನಿಷ್ಠ : 32°: [770, 784, 931, 794]
- story6-headline-line2: [10, 1190, 240, 1216]
- masthead: ಹೊಸಪೇಟೆ ಟೈಮ್ಸ್: [415, 2, 525, 23]
- court-notice-to: To, Whom so ever it may concern.: [537, 1212, 645, 1222]
- court-notice: [477, 1160, 705, 1500]
- sidebar-weather-box: [766, 722, 938, 848]
- sidebar-office-address: ಗುರು ಸಚ್ಚಿದಾನಂದ ಲೈನ್ ಮೇನ್‌ಬಜಾರ್, ಹೊಸಪೇಟೆ ವಿಜಯನಗರ ಜಿಲ್ಲೆ.: [791, 197, 913, 220]
- story1-headline-line2: ಚಟುವಟಿಕೆ ಕಾರ್ಯಕ್ರಮಗಳು ಅವಶ್ಯ-ಕರ್ಣಕುಮಾರ: [109, 89, 661, 128]
- story6-headline-line3: ಪ್ರಾರಂಭ: [60, 1222, 109, 1243]
- sidebar-ads-box: [766, 318, 938, 534]
- dance-banner-top: ಕನ್ನಡ ಮತ್ತು ಸಂಸ್ಕೃತಿ ಇಲಾಖೆ, ಕೊಪ್ಪಳ: [218, 376, 358, 389]
- court-notice-order: By order of the court. Shirastedar: [537, 1396, 645, 1406]
